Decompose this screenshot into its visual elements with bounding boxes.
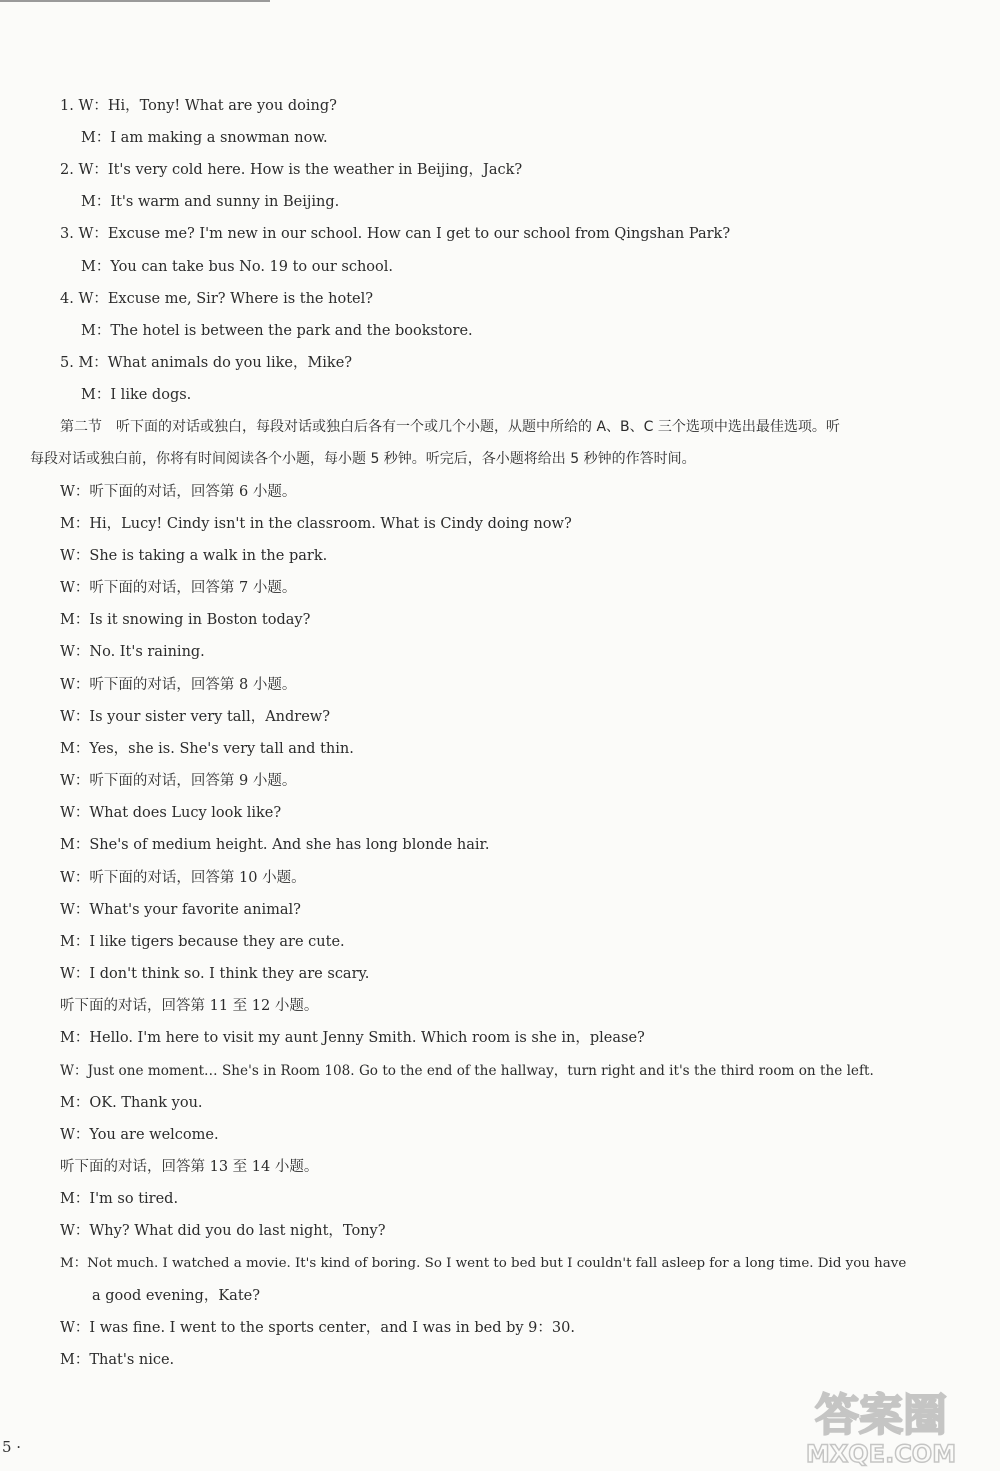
text-line: 听下面的对话，回答第 11 至 12 小题。	[60, 998, 319, 1014]
text-line: W：听下面的对话，回答第 7 小题。	[60, 580, 297, 596]
section-heading: 第二节 听下面的对话或独白，每段对话或独白后各有一个或几个小题，从题中所给的 A、B、C 三个选项中选出最佳选项。听	[60, 419, 840, 435]
text-line: W：Just one moment… She's in Room 108. Go to the end of the hallway，turn right and it's the third room on the left.	[60, 1063, 874, 1079]
text-line: W：听下面的对话，回答第 6 小题。	[60, 484, 297, 500]
text-line: a good evening，Kate?	[92, 1288, 260, 1304]
text-line: M：I like tigers because they are cute.	[60, 934, 345, 950]
watermark-logo	[770, 1382, 992, 1467]
text-line: M：It's warm and sunny in Beijing.	[81, 194, 340, 210]
text-line: M：I like dogs.	[81, 387, 192, 403]
text-line: W：听下面的对话，回答第 10 小题。	[60, 870, 306, 886]
text-line: 1. W：Hi，Tony! What are you doing?	[60, 98, 337, 114]
text-line: M：Is it snowing in Boston today?	[60, 612, 311, 628]
text-line: W：I don't think so. I think they are scary.	[60, 966, 370, 982]
section-instructions: 每段对话或独白前，你将有时间阅读各个小题，每小题 5 秒钟。听完后，各小题将给出 5 秒钟的作答时间。	[30, 451, 696, 467]
text-line: M：That's nice.	[60, 1352, 175, 1368]
text-line: 3. W：Excuse me? I'm new in our school. How can I get to our school from Qingshan Park?	[60, 226, 731, 242]
text-line: W：I was fine. I went to the sports center，and I was in bed by 9：30.	[60, 1320, 575, 1336]
text-line: 5. M：What animals do you like，Mike?	[60, 355, 353, 371]
text-line: 2. W：It's very cold here. How is the weather in Beijing，Jack?	[60, 162, 523, 178]
text-line: W：听下面的对话，回答第 9 小题。	[60, 773, 297, 789]
text-line: M：Not much. I watched a movie. It's kind of boring. So I went to bed but I couldn't fall asleep for a long time. Did you have	[60, 1256, 907, 1271]
text-line: M：You can take bus No. 19 to our school.	[81, 259, 393, 275]
text-line: W：What does Lucy look like?	[60, 805, 282, 821]
text-line: W：听下面的对话，回答第 8 小题。	[60, 677, 297, 693]
watermark-logo-text: 答案圈	[815, 1390, 947, 1441]
text-line: M：Hi，Lucy! Cindy isn't in the classroom. What is Cindy doing now?	[60, 516, 572, 532]
text-line: W：What's your favorite animal?	[60, 902, 301, 918]
text-line: M：She's of medium height. And she has long blonde hair.	[60, 837, 490, 853]
watermark-url-text: MXQE.COM	[805, 1440, 957, 1467]
text-line: M：Yes，she is. She's very tall and thin.	[60, 741, 354, 757]
text-line: W：No. It's raining.	[60, 644, 205, 660]
text-line: M：OK. Thank you.	[60, 1095, 203, 1111]
text-line: 4. W：Excuse me, Sir? Where is the hotel?	[60, 291, 374, 307]
text-line: M：Hello. I'm here to visit my aunt Jenny Smith. Which room is she in，please?	[60, 1030, 645, 1046]
text-line: W：Is your sister very tall，Andrew?	[60, 709, 330, 725]
text-line: W：Why? What did you do last night，Tony?	[60, 1223, 386, 1239]
text-line: M：I'm so tired.	[60, 1191, 179, 1207]
text-line: 听下面的对话，回答第 13 至 14 小题。	[60, 1159, 319, 1175]
text-line: M：I am making a snowman now.	[81, 130, 328, 146]
page-number: 5 ·	[2, 1438, 22, 1456]
text-line: W：She is taking a walk in the park.	[60, 548, 328, 564]
text-line: M：The hotel is between the park and the bookstore.	[81, 323, 473, 339]
text-line: W：You are welcome.	[60, 1127, 219, 1143]
